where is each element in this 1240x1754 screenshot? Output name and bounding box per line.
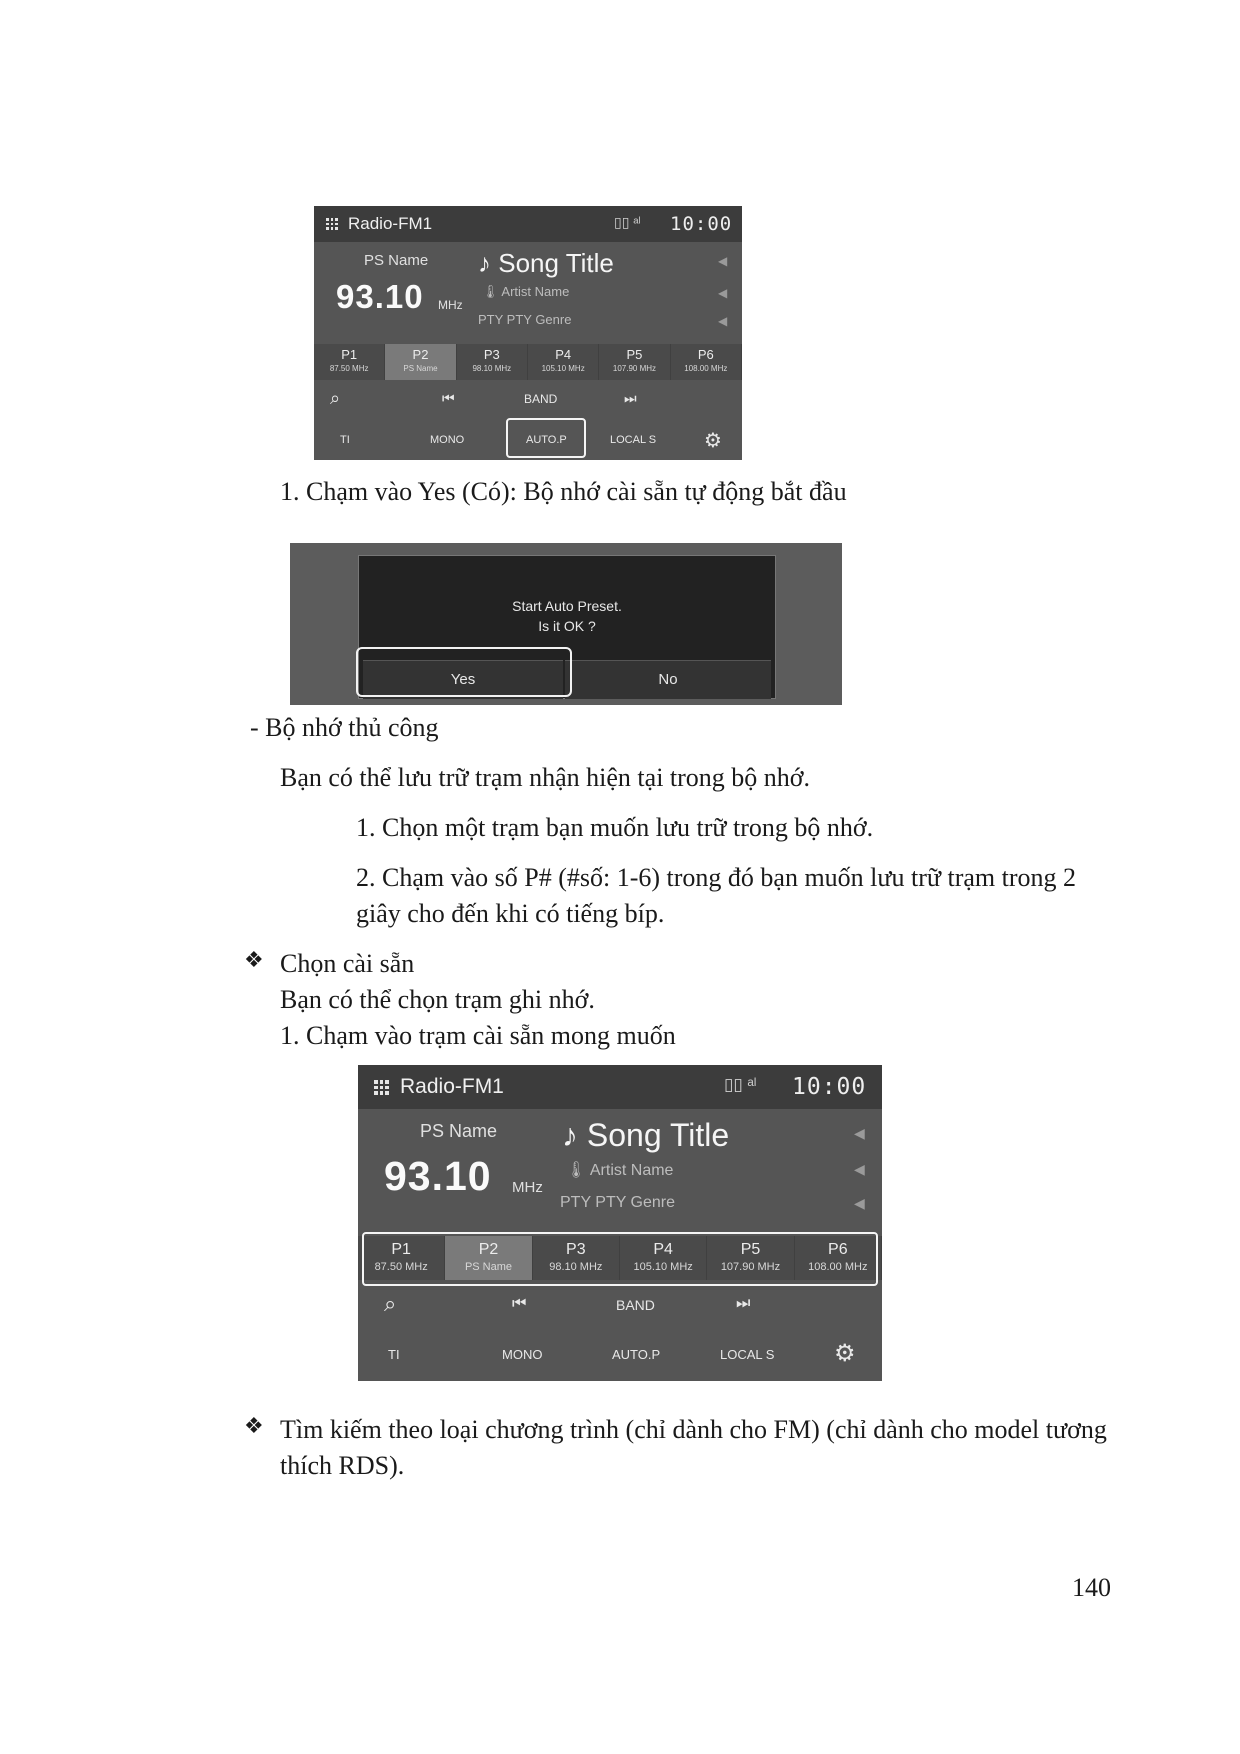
next-track-icon[interactable]: ⏭: [736, 1295, 751, 1312]
previous-track-icon[interactable]: ⏮: [442, 390, 455, 406]
mono-button[interactable]: MONO: [502, 1347, 543, 1362]
artist-name: 🌡 Artist Name: [566, 1162, 674, 1179]
status-icons: ▯▯ ᵃˡ: [724, 1075, 757, 1094]
preset-label: P4: [555, 347, 572, 362]
yes-button[interactable]: Yes: [363, 660, 563, 699]
dialog-message: [359, 596, 775, 636]
auto-preset-button[interactable]: AUTO.P: [612, 1347, 661, 1362]
song-title: ♪ Song Title: [478, 248, 614, 278]
ti-button[interactable]: TI: [388, 1347, 400, 1362]
manual-memory-heading: - Bộ nhớ thủ công: [250, 713, 439, 742]
preset-p5[interactable]: [599, 344, 670, 380]
preset-label: P6: [828, 1241, 848, 1258]
preset-frequency: 98.10 MHz: [549, 1261, 603, 1273]
preset-label: P3: [483, 347, 500, 362]
ps-name: PS Name: [420, 1121, 498, 1141]
local-seek-button[interactable]: LOCAL S: [720, 1347, 775, 1362]
preset-label: P2: [412, 347, 429, 362]
search-icon[interactable]: ⌕: [384, 1291, 397, 1316]
menu-grid-icon[interactable]: [326, 218, 338, 230]
dialog-line-1: Start Auto Preset.: [512, 598, 622, 614]
manual-step-2: 2. Chạm vào số P# (#số: 1-6) trong đó bạn muốn lưu trữ trạm trong 2 giây cho đến khi có tiếng bíp.: [356, 863, 1077, 928]
preset-label: P6: [697, 347, 714, 362]
preset-label: P4: [653, 1241, 673, 1258]
chevron-icon[interactable]: ◀: [718, 286, 728, 300]
chevron-icon[interactable]: ◀: [854, 1161, 865, 1177]
ti-button[interactable]: TI: [340, 434, 350, 446]
dialog-line-2: Is it OK ?: [538, 618, 596, 634]
frequency-unit: MHz: [438, 298, 463, 312]
song-title: ♪ Song Title: [562, 1117, 730, 1153]
chevron-icon[interactable]: ◀: [718, 254, 728, 268]
preset-p4[interactable]: [528, 344, 599, 380]
pty-genre: PTY PTY Genre: [478, 312, 572, 327]
clock: 10:00: [792, 1074, 867, 1100]
preset-frequency: 98.10 MHz: [472, 364, 512, 373]
local-seek-button[interactable]: LOCAL S: [610, 434, 657, 446]
band-button[interactable]: BAND: [524, 392, 558, 406]
preset-frequency: 108.00 MHz: [808, 1261, 868, 1273]
frequency: 93.10: [336, 278, 424, 315]
ps-name: PS Name: [364, 252, 429, 269]
app-title: Radio-FM1: [400, 1075, 504, 1098]
manual-memory-description: Bạn có thể lưu trữ trạm nhận hiện tại trong bộ nhớ.: [280, 763, 811, 792]
next-track-icon[interactable]: ⏭: [624, 390, 637, 406]
auto-preset-dialog-screen: [290, 543, 842, 705]
previous-track-icon[interactable]: ⏮: [512, 1295, 527, 1312]
preset-frequency: 107.90 MHz: [720, 1261, 781, 1273]
pty-genre: PTY PTY Genre: [560, 1194, 676, 1211]
preset-p6[interactable]: [671, 344, 742, 380]
radio-screen-presets: [358, 1065, 882, 1381]
mono-button[interactable]: MONO: [430, 434, 465, 446]
autop-highlight-frame: [506, 418, 586, 458]
app-title: Radio-FM1: [348, 214, 433, 233]
chevron-icon[interactable]: ◀: [854, 1195, 865, 1211]
preset-select-heading: Chọn cài sẵn: [280, 949, 415, 978]
band-button[interactable]: BAND: [616, 1297, 655, 1313]
radio-title-bar: [314, 206, 742, 242]
search-icon[interactable]: ⌕: [330, 388, 341, 408]
chevron-icon[interactable]: ◀: [854, 1125, 865, 1141]
artist-name: 🌡 Artist Name: [482, 284, 570, 299]
clock: 10:00: [670, 213, 733, 235]
preset-label: P1: [341, 347, 358, 362]
settings-icon[interactable]: ⚙: [704, 430, 722, 452]
preset-frequency: PS Name: [464, 1261, 513, 1273]
preset-label: P2: [478, 1241, 499, 1258]
preset-label: P5: [626, 347, 643, 362]
presets-highlight-frame: [362, 1232, 878, 1286]
preset-p2[interactable]: [385, 344, 456, 380]
frequency-unit: MHz: [512, 1179, 543, 1196]
no-button[interactable]: No: [565, 660, 771, 699]
yes-highlight-frame: [356, 647, 572, 697]
preset-label: P1: [391, 1241, 411, 1258]
settings-icon[interactable]: ⚙: [834, 1340, 856, 1367]
preset-label: P5: [740, 1241, 761, 1258]
bullet-diamond-icon: ❖: [244, 1414, 264, 1439]
preset-frequency: PS Name: [403, 364, 438, 373]
page-number: 140: [1072, 1573, 1111, 1602]
radio-title-bar: [358, 1065, 882, 1109]
radio-screen-autop: [314, 206, 742, 460]
auto-preset-button[interactable]: AUTO.P: [526, 434, 567, 446]
bullet-diamond-icon: ❖: [244, 948, 264, 973]
manual-step-1: 1. Chọn một trạm bạn muốn lưu trữ trong bộ nhớ.: [356, 813, 874, 842]
preset-frequency: 108.00 MHz: [684, 364, 728, 373]
pty-search-heading: Tìm kiếm theo loại chương trình (chỉ dành cho FM) (chỉ dành cho model tương thích RDS).: [280, 1415, 1107, 1480]
preset-frequency: 105.10 MHz: [633, 1261, 693, 1273]
preset-p1[interactable]: [314, 344, 385, 380]
preset-frequency: 105.10 MHz: [541, 364, 585, 373]
frequency: 93.10: [384, 1153, 492, 1199]
chevron-icon[interactable]: ◀: [718, 314, 728, 328]
preset-p3[interactable]: [457, 344, 528, 380]
preset-frequency: 87.50 MHz: [329, 364, 369, 373]
preset-select-description: Bạn có thể chọn trạm ghi nhớ.: [280, 985, 595, 1014]
menu-grid-icon[interactable]: [374, 1080, 389, 1095]
preset-select-step-1: 1. Chạm vào trạm cài sẵn mong muốn: [280, 1021, 676, 1050]
preset-frequency: 107.90 MHz: [612, 364, 657, 373]
caption-step-yes: 1. Chạm vào Yes (Có): Bộ nhớ cài sẵn tự động bắt đầu: [280, 477, 847, 506]
preset-label: P3: [566, 1241, 586, 1258]
status-icons: ▯▯ ᵃˡ: [614, 214, 641, 230]
preset-bar: [314, 344, 742, 380]
preset-frequency: 87.50 MHz: [374, 1261, 428, 1273]
